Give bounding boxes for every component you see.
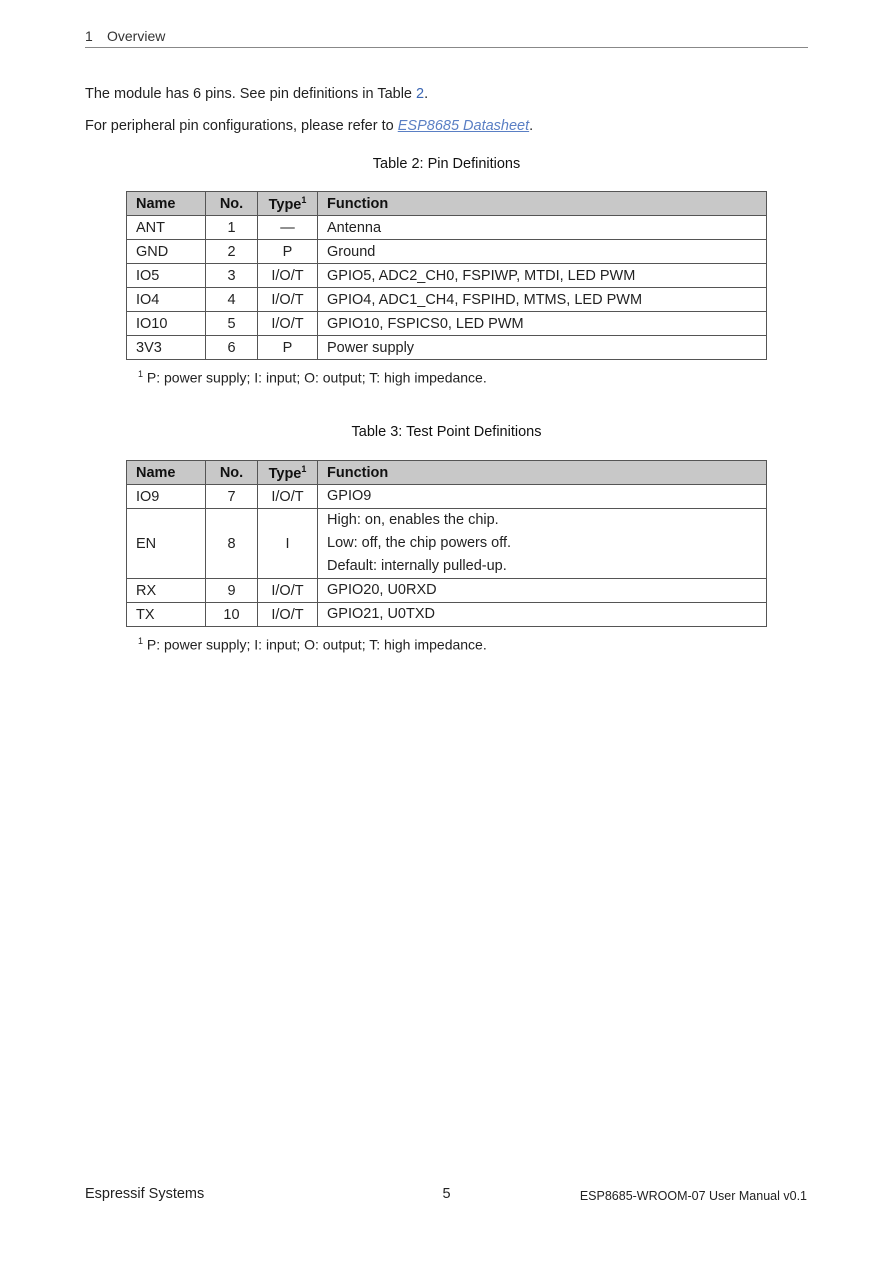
footnote-mark: 1	[138, 636, 144, 646]
pin-name-cell: 3V3	[127, 336, 206, 360]
header-type-footnote-mark: 1	[301, 463, 307, 474]
table-2-footnote	[138, 369, 487, 386]
test-point-function-cell	[318, 579, 767, 603]
test-point-number-cell: 8	[206, 509, 258, 579]
function-line: GPIO9	[327, 488, 372, 504]
test-point-type-cell: I	[258, 509, 318, 579]
test-point-number-cell: 9	[206, 579, 258, 603]
header-function: Function	[318, 461, 767, 485]
header-no: No.	[206, 192, 258, 216]
pin-number-cell: 6	[206, 336, 258, 360]
table-row	[127, 288, 767, 312]
pin-function-cell: Power supply	[318, 336, 767, 360]
pin-type-cell: I/O/T	[258, 312, 318, 336]
pin-function-cell: Antenna	[318, 216, 767, 240]
pin-name-cell: IO10	[127, 312, 206, 336]
pin-function-cell: GPIO4, ADC1_CH4, FSPIHD, MTMS, LED PWM	[318, 288, 767, 312]
function-line: GPIO21, U0TXD	[327, 606, 435, 622]
test-point-number-cell: 7	[206, 485, 258, 509]
pin-number-cell: 5	[206, 312, 258, 336]
running-header	[85, 28, 808, 48]
footer-company: Espressif Systems	[85, 1186, 205, 1202]
section-title: Overview	[107, 28, 166, 44]
test-point-function-cell	[318, 509, 767, 579]
test-point-type-cell: I/O/T	[258, 579, 318, 603]
header-type	[258, 461, 318, 485]
pin-type-cell: P	[258, 240, 318, 264]
table-3-footnote	[138, 636, 487, 653]
header-type	[258, 192, 318, 216]
test-point-name-cell: IO9	[127, 485, 206, 509]
pin-type-cell: I/O/T	[258, 264, 318, 288]
test-point-function-cell	[318, 603, 767, 627]
table-row	[127, 264, 767, 288]
pin-function-cell: Ground	[318, 240, 767, 264]
header-type-label: Type	[268, 196, 302, 213]
table-2-caption: Table 2: Pin Definitions	[372, 156, 521, 172]
footer-page-number: 5	[442, 1186, 451, 1202]
table-row	[127, 312, 767, 336]
table-2-reference-link[interactable]: 2	[416, 86, 425, 102]
pin-number-cell: 3	[206, 264, 258, 288]
section-number: 1	[85, 28, 93, 44]
table-row	[127, 336, 767, 360]
peripheral-period: .	[529, 118, 534, 134]
table-row	[127, 509, 767, 579]
header-function: Function	[318, 192, 767, 216]
table-header-row	[127, 192, 767, 216]
pin-name-cell: IO5	[127, 264, 206, 288]
intro-text: The module has 6 pins. See pin definitions in Table	[85, 86, 417, 102]
footnote-text: P: power supply; I: input; O: output; T: high impedance.	[143, 369, 487, 386]
pin-name-cell: ANT	[127, 216, 206, 240]
header-type-footnote-mark: 1	[301, 194, 307, 205]
intro-paragraph-pins	[85, 86, 428, 102]
header-no: No.	[206, 461, 258, 485]
pin-type-cell: P	[258, 336, 318, 360]
function-line: Low: off, the chip powers off.	[327, 535, 512, 551]
test-point-name-cell: TX	[127, 603, 206, 627]
pin-name-cell: IO4	[127, 288, 206, 312]
table-3-caption: Table 3: Test Point Definitions	[351, 424, 542, 440]
test-point-definitions-table	[126, 460, 767, 627]
footnote-mark: 1	[138, 369, 144, 379]
pin-function-cell: GPIO5, ADC2_CH0, FSPIWP, MTDI, LED PWM	[318, 264, 767, 288]
header-name: Name	[127, 461, 206, 485]
test-point-function-cell	[318, 485, 767, 509]
datasheet-link[interactable]: ESP8685 Datasheet	[397, 118, 530, 134]
function-line: High: on, enables the chip.	[327, 512, 499, 528]
intro-period: .	[424, 86, 429, 102]
footer-document-title: ESP8685-WROOM-07 User Manual v0.1	[579, 1189, 807, 1203]
header-type-label: Type	[268, 465, 302, 482]
table-row	[127, 240, 767, 264]
pin-type-cell: I/O/T	[258, 288, 318, 312]
table-row	[127, 485, 767, 509]
footnote-text: P: power supply; I: input; O: output; T: high impedance.	[143, 636, 487, 653]
table-row	[127, 216, 767, 240]
test-point-number-cell: 10	[206, 603, 258, 627]
header-name: Name	[127, 192, 206, 216]
pin-function-cell: GPIO10, FSPICS0, LED PWM	[318, 312, 767, 336]
test-point-name-cell: EN	[127, 509, 206, 579]
function-line: GPIO20, U0RXD	[327, 582, 437, 598]
pin-type-cell: —	[258, 216, 318, 240]
pin-number-cell: 2	[206, 240, 258, 264]
peripheral-text: For peripheral pin configurations, please refer to	[85, 118, 398, 134]
pin-number-cell: 4	[206, 288, 258, 312]
function-line: Default: internally pulled-up.	[327, 558, 507, 574]
intro-paragraph-peripheral	[85, 118, 533, 134]
test-point-type-cell: I/O/T	[258, 603, 318, 627]
test-point-name-cell: RX	[127, 579, 206, 603]
pin-number-cell: 1	[206, 216, 258, 240]
pin-name-cell: GND	[127, 240, 206, 264]
table-row	[127, 579, 767, 603]
pin-definitions-table	[126, 191, 767, 360]
table-header-row	[127, 461, 767, 485]
table-row	[127, 603, 767, 627]
test-point-type-cell: I/O/T	[258, 485, 318, 509]
